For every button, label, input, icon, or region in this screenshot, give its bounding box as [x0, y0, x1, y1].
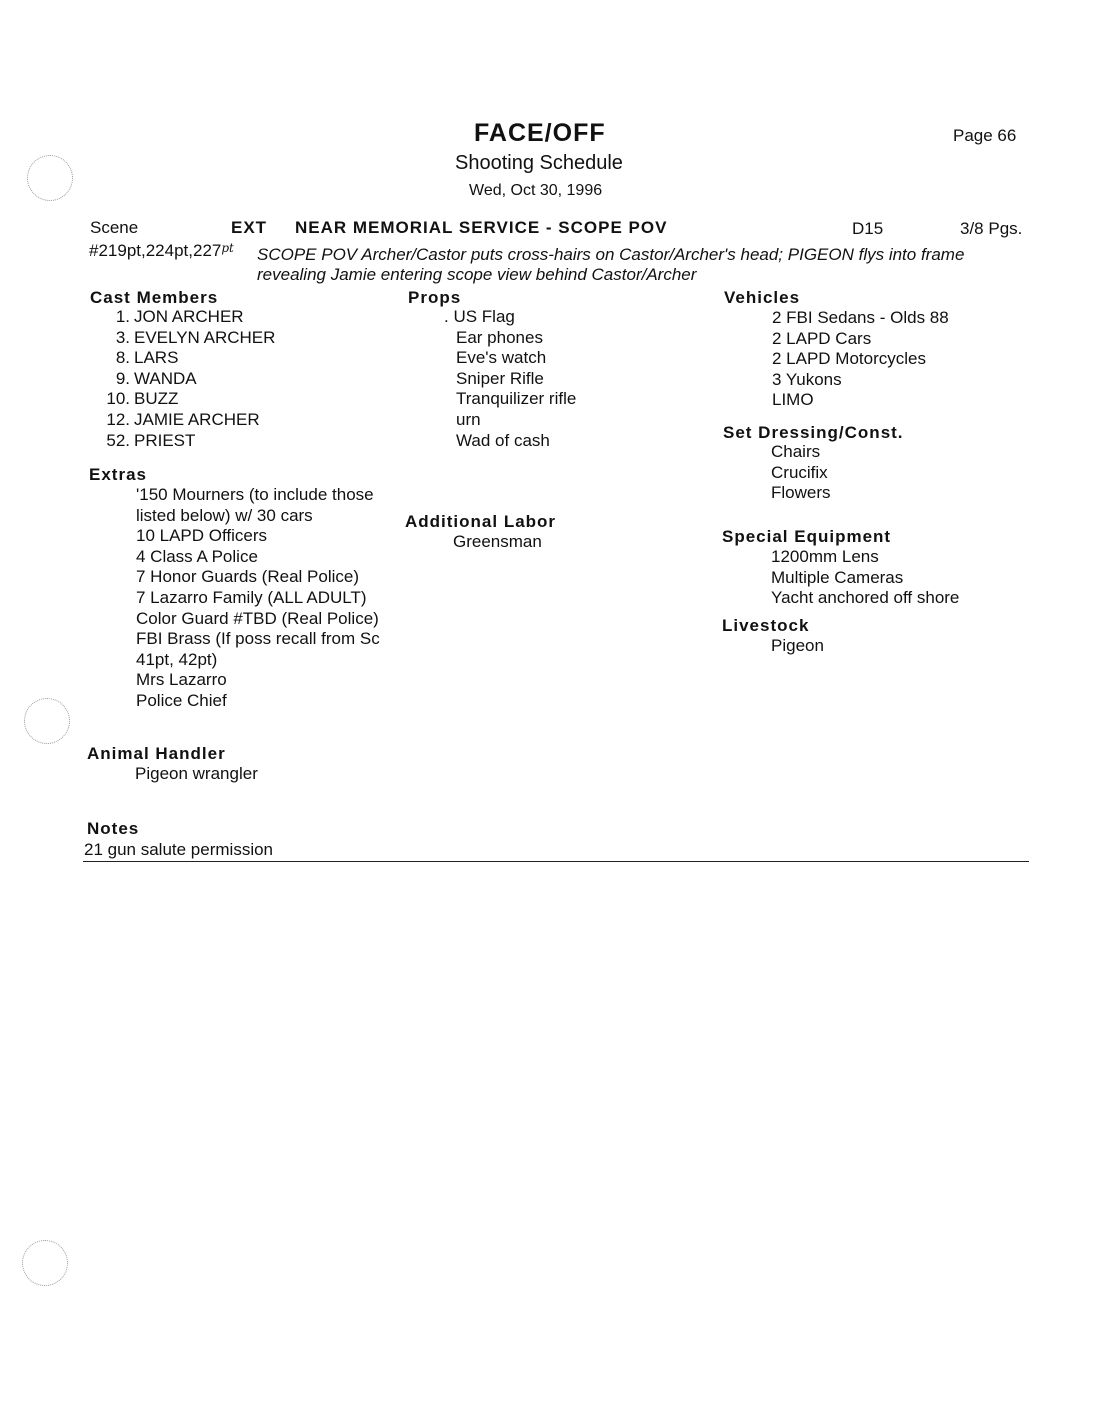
vehicles-item: 2 FBI Sedans - Olds 88 [772, 308, 949, 327]
vehicles-item: LIMO [772, 390, 814, 410]
extras-item: '150 Mourners (to include those [136, 485, 374, 504]
scene-label: Scene [90, 218, 139, 237]
extras-item: 4 Class A Police [136, 546, 258, 566]
scene-day: D15 [852, 219, 884, 238]
schedule-date: Wed, Oct 30, 1996 [469, 182, 603, 199]
extras-item: FBI Brass (If poss recall from Sc [136, 629, 380, 649]
props-list [444, 307, 577, 451]
scene-pages: 3/8 Pgs. [960, 219, 1023, 238]
props-item: Ear phones [456, 327, 543, 347]
props-heading: Props [408, 288, 462, 307]
document-subtitle: Shooting Schedule [455, 152, 623, 174]
cast-list [85, 307, 275, 451]
cast-members-heading: Cast Members [90, 288, 219, 307]
additional-labor-item: Greensman [453, 532, 542, 551]
animal-handler-heading: Animal Handler [87, 744, 226, 763]
binder-hole-middle [24, 698, 70, 744]
extras-list [136, 485, 380, 712]
extras-item: Mrs Lazarro [136, 670, 227, 690]
cast-item: 8. LARS [115, 348, 179, 368]
animal-handler-list [135, 764, 258, 785]
notes-text: 21 gun salute permission [84, 840, 274, 859]
notes-divider [83, 861, 1029, 862]
set-dressing-list [771, 442, 831, 504]
animal-handler-item: Pigeon wrangler [135, 764, 258, 783]
notes-heading: Notes [87, 819, 140, 838]
document-title: FACE/OFF [474, 119, 606, 147]
scene-location-type: EXT [231, 218, 268, 237]
props-item: urn [456, 409, 481, 429]
vehicles-heading: Vehicles [724, 288, 801, 307]
extras-item: 41pt, 42pt) [136, 649, 218, 669]
special-equipment-heading: Special Equipment [722, 527, 892, 546]
vehicles-item: 2 LAPD Motorcycles [772, 349, 926, 369]
livestock-heading: Livestock [722, 616, 810, 635]
extras-heading: Extras [89, 465, 147, 484]
scene-numbers-text: #219pt,224pt,227 [89, 241, 222, 260]
set-dressing-item: Crucifix [771, 462, 828, 482]
cast-item: 9. WANDA [115, 368, 197, 388]
vehicles-list [772, 308, 949, 411]
extras-item: 7 Lazarro Family (ALL ADULT) [136, 587, 367, 607]
props-item: Eve's watch [456, 348, 547, 368]
scene-description-line1: SCOPE POV Archer/Castor puts cross-hairs on Castor/Archer's head; PIGEON flys into frame [257, 245, 965, 264]
set-dressing-item: Chairs [771, 442, 821, 461]
cast-item: 52. PRIEST [106, 430, 196, 450]
special-equipment-item: Yacht anchored off shore [771, 588, 960, 608]
cast-item: 12. JAMIE ARCHER [106, 409, 260, 429]
livestock-list [771, 636, 824, 657]
additional-labor-list [453, 532, 542, 553]
special-equipment-item: 1200mm Lens [771, 547, 879, 566]
props-item: Tranquilizer rifle [456, 389, 577, 409]
livestock-item: Pigeon [771, 636, 824, 655]
page-number: Page 66 [953, 126, 1017, 145]
binder-hole-bottom [22, 1240, 68, 1286]
set-dressing-heading: Set Dressing/Const. [723, 423, 904, 442]
extras-item: 10 LAPD Officers [136, 526, 268, 546]
props-item: Wad of cash [456, 430, 550, 450]
scene-set-name: NEAR MEMORIAL SERVICE - SCOPE POV [295, 218, 668, 237]
binder-hole-top [27, 155, 73, 201]
extras-item: Color Guard #TBD (Real Police) [136, 608, 379, 628]
vehicles-item: 3 Yukons [772, 369, 842, 389]
vehicles-item: 2 LAPD Cars [772, 328, 872, 348]
scene-description-line2: revealing Jamie entering scope view behind Castor/Archer [257, 265, 697, 284]
props-item: . US Flag [444, 307, 515, 326]
additional-labor-heading: Additional Labor [405, 512, 557, 531]
handwritten-annotation: pt [221, 241, 234, 255]
props-item: Sniper Rifle [456, 368, 544, 388]
scene-numbers [89, 241, 234, 261]
extras-item: listed below) w/ 30 cars [136, 505, 313, 525]
extras-item: 7 Honor Guards (Real Police) [136, 567, 359, 587]
cast-item: 10. BUZZ [106, 389, 179, 409]
extras-item: Police Chief [136, 690, 227, 710]
cast-item: 1. JON ARCHER [115, 307, 244, 326]
special-equipment-item: Multiple Cameras [771, 567, 904, 587]
set-dressing-item: Flowers [771, 483, 831, 503]
special-equipment-list [771, 547, 959, 609]
cast-item: 3. EVELYN ARCHER [115, 327, 276, 347]
